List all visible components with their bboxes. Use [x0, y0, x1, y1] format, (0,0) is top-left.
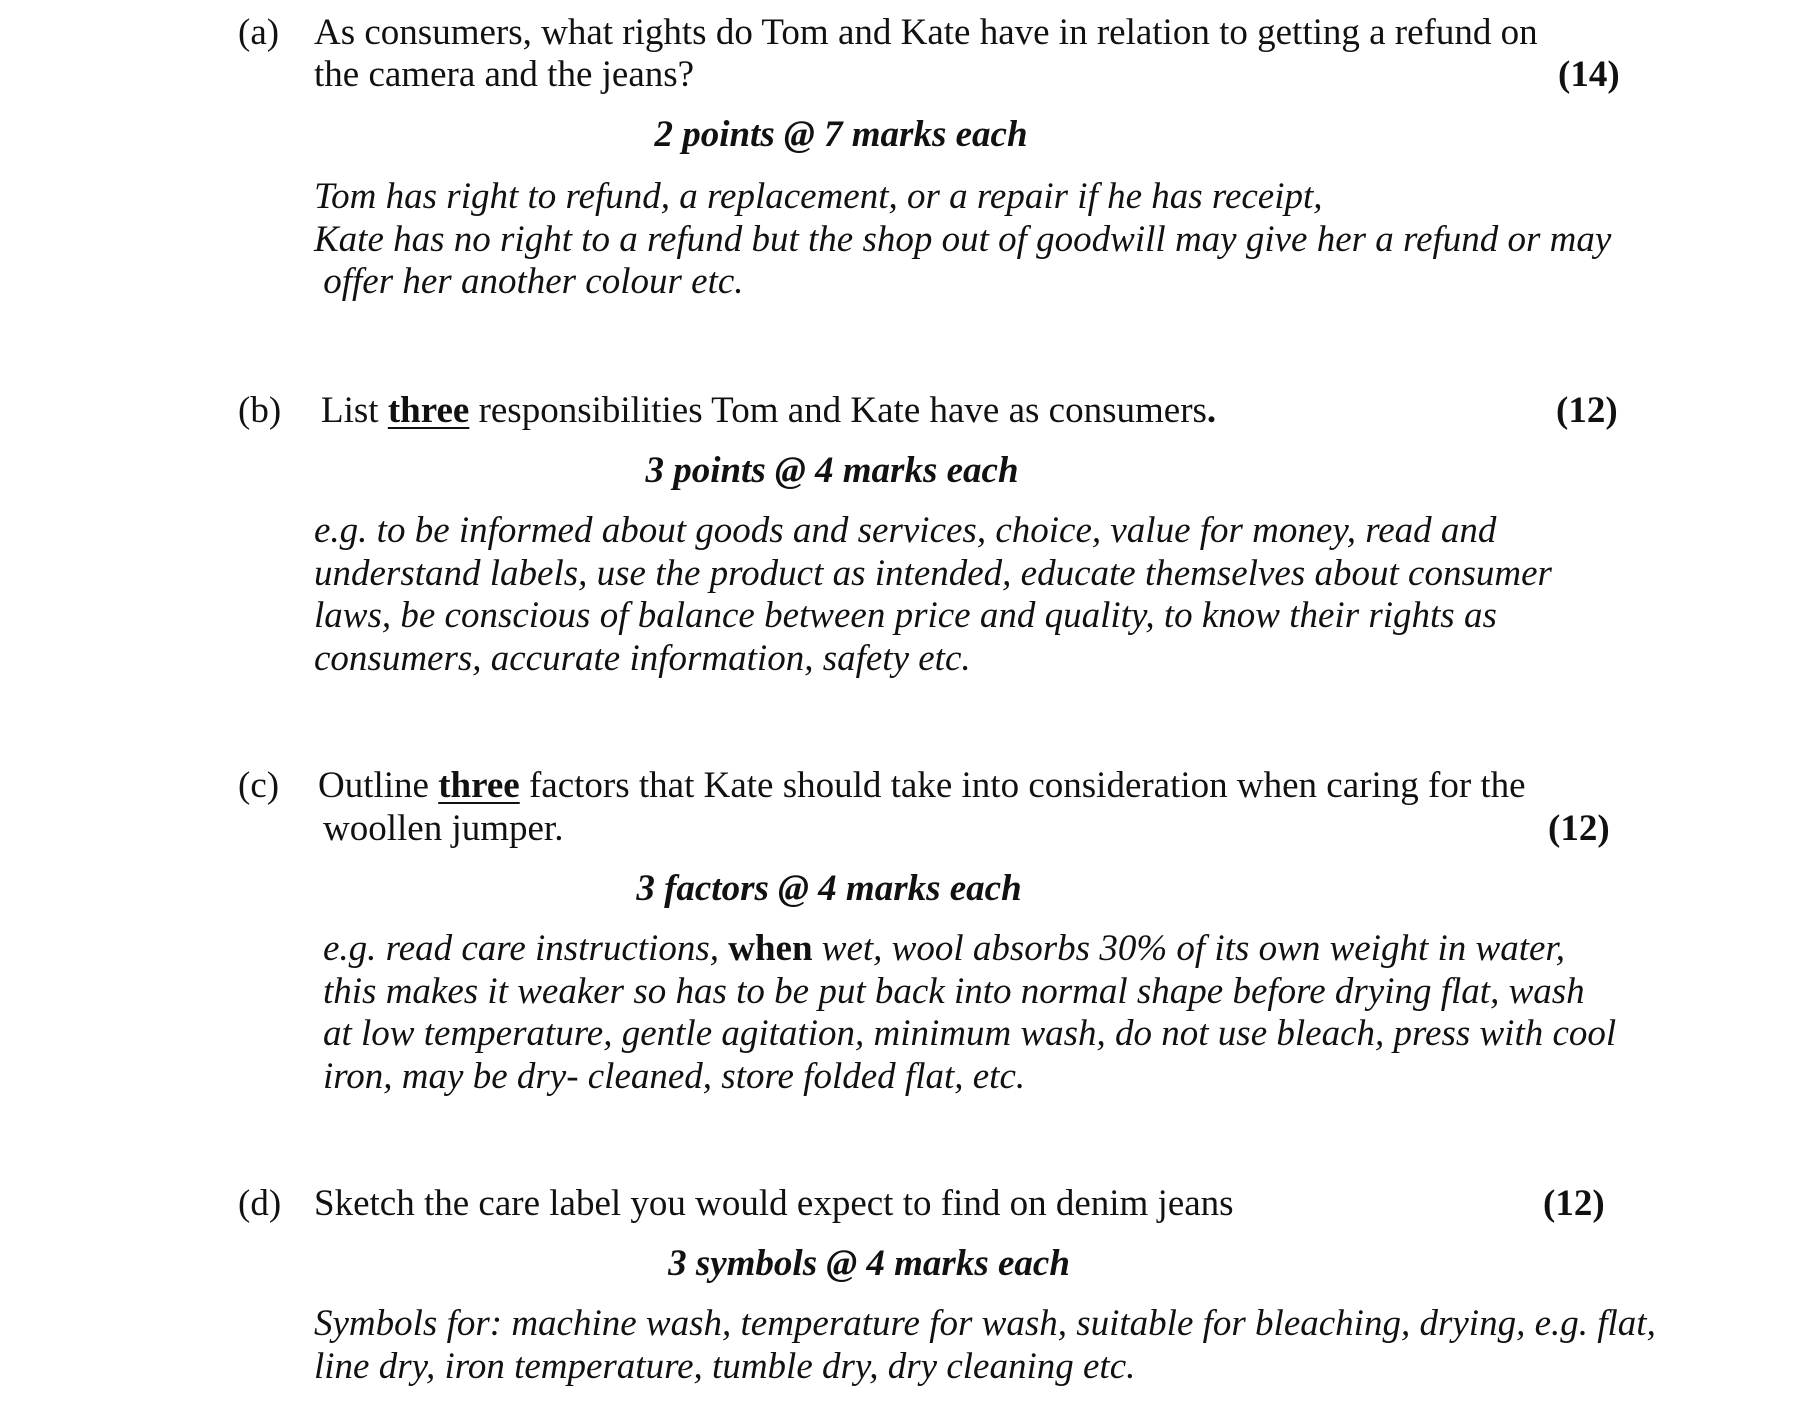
- part-c-answer-pre: e.g. read care instructions,: [323, 928, 729, 969]
- part-c-answer-post: wet, wool absorbs 30% of its own weight in water,: [812, 928, 1565, 969]
- part-c-answer-emphasis: when: [728, 928, 813, 969]
- part-a-marks: (14): [1558, 54, 1620, 95]
- part-a-answer-line: offer her another colour etc.: [314, 261, 744, 302]
- part-b-marking-scheme: 3 points @ 4 marks each: [645, 450, 1019, 491]
- part-a-answer-line: Tom has right to refund, a replacement, or a repair if he has receipt,: [314, 176, 1323, 217]
- part-b-marks: (12): [1556, 390, 1618, 431]
- part-b-answer: [314, 510, 1552, 680]
- part-b-question-pre: List: [321, 390, 388, 431]
- part-c-question-line2: woollen jumper.: [323, 808, 564, 849]
- part-a-question-line1: As consumers, what rights do Tom and Kate have in relation to getting a refund on: [314, 12, 1538, 53]
- part-b-label: (b): [238, 390, 282, 431]
- part-d-answer: [314, 1303, 1656, 1388]
- part-a-answer: [314, 176, 1611, 304]
- part-c-question-emphasis: three: [438, 765, 520, 806]
- part-a-question-line2: the camera and the jeans?: [314, 54, 695, 95]
- part-b-answer-line: consumers, accurate information, safety etc.: [314, 637, 971, 679]
- part-b-question-post: responsibilities Tom and Kate have as consumers: [469, 390, 1207, 431]
- part-c-question-pre: Outline: [318, 765, 439, 806]
- part-b-answer-line: e.g. to be informed about goods and services, choice, value for money, read and: [314, 510, 1497, 551]
- part-c-question-post: factors that Kate should take into consideration when caring for the: [519, 765, 1526, 806]
- part-c-label: (c): [238, 765, 280, 806]
- part-c-answer-line: [323, 928, 1616, 971]
- part-d-question: Sketch the care label you would expect to find on denim jeans: [314, 1183, 1234, 1224]
- part-b-answer-line: laws, be conscious of balance between price and quality, to know their rights as: [314, 595, 1497, 636]
- part-b-question-end: .: [1206, 390, 1217, 431]
- part-a-marking-scheme: 2 points @ 7 marks each: [654, 114, 1028, 155]
- part-c-marks: (12): [1548, 808, 1610, 849]
- part-b-question: [321, 390, 1216, 432]
- part-b-answer-line: understand labels, use the product as intended, educate themselves about consumer: [314, 552, 1552, 594]
- part-d-marking-scheme: 3 symbols @ 4 marks each: [668, 1243, 1070, 1284]
- part-b-question-emphasis: three: [387, 390, 470, 431]
- part-a-label: (a): [238, 12, 280, 53]
- part-d-marks: (12): [1543, 1183, 1605, 1224]
- part-c-answer-line: iron, may be dry- cleaned, store folded flat, etc.: [323, 1055, 1026, 1097]
- part-d-label: (d): [238, 1183, 282, 1224]
- part-c-question-line1: [318, 765, 1526, 807]
- part-c-marking-scheme: 3 factors @ 4 marks each: [636, 868, 1022, 909]
- part-d-answer-line: Symbols for: machine wash, temperature for wash, suitable for bleaching, drying, e.g. flat,: [314, 1303, 1656, 1344]
- part-d-answer-line: line dry, iron temperature, tumble dry, dry cleaning etc.: [314, 1345, 1136, 1387]
- part-a-answer-line: Kate has no right to a refund but the shop out of goodwill may give her a refund or may: [314, 218, 1612, 260]
- part-c-answer-line: at low temperature, gentle agitation, minimum wash, do not use bleach, press with cool: [323, 1013, 1617, 1054]
- part-c-answer: [323, 928, 1616, 1098]
- part-c-answer-line: this makes it weaker so has to be put back into normal shape before drying flat, wash: [323, 970, 1585, 1012]
